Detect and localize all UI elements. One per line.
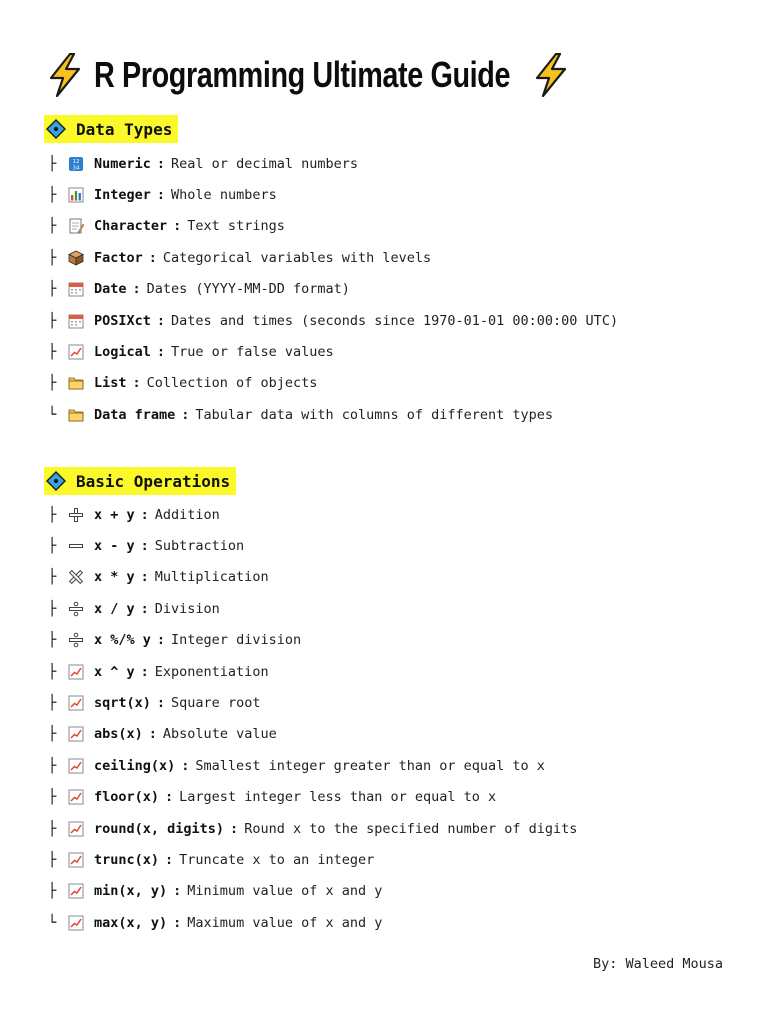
item-separator: :	[173, 218, 182, 235]
item-separator: :	[140, 569, 149, 586]
item-separator: :	[181, 757, 190, 774]
folder-icon	[68, 375, 84, 391]
tree-branch: └	[48, 406, 57, 423]
list-item	[48, 813, 577, 844]
list-item	[48, 242, 618, 273]
item-separator: :	[165, 789, 174, 806]
item-separator: :	[165, 851, 174, 868]
list-item	[48, 499, 577, 530]
svg-text:34: 34	[72, 165, 80, 172]
item-separator: :	[173, 883, 182, 900]
item-term: Character	[94, 218, 168, 235]
item-description: Tabular data with columns of different types	[195, 406, 554, 423]
tree-branch: ├	[48, 538, 57, 555]
author-byline: By: Waleed Mousa	[592, 956, 723, 972]
item-separator: :	[148, 249, 157, 266]
diamond-icon	[46, 119, 66, 139]
chart-increasing-icon	[68, 726, 84, 742]
chart-increasing-icon	[68, 915, 84, 931]
item-separator: :	[156, 695, 166, 712]
item-term: POSIXct	[94, 312, 151, 329]
item-term: x - y	[94, 538, 135, 555]
item-term: Factor	[94, 249, 143, 266]
item-separator: :	[140, 663, 149, 680]
item-description: Exponentiation	[154, 663, 269, 680]
item-term: Date	[94, 281, 127, 298]
tree-branch: ├	[48, 218, 57, 235]
list-item	[48, 593, 577, 624]
chart-increasing-icon	[68, 695, 84, 711]
list-item	[48, 782, 577, 813]
list-item	[48, 750, 577, 781]
section-title: Basic Operations	[76, 471, 231, 491]
tree-branch: ├	[48, 726, 57, 743]
memo-icon	[68, 218, 84, 234]
item-term: min(x, y)	[94, 883, 168, 900]
tree-branch: ├	[48, 155, 57, 172]
section-title: Data Types	[76, 119, 173, 139]
list-item	[48, 305, 618, 336]
item-description: Dates (YYYY-MM-DD format)	[146, 281, 350, 298]
item-description: Truncate x to an integer	[179, 851, 375, 868]
tree-branch: ├	[48, 663, 57, 680]
item-description: Multiplication	[154, 569, 269, 586]
list-item	[48, 148, 618, 179]
tree-branch: ├	[48, 883, 57, 900]
tree-branch: └	[48, 914, 57, 931]
tree-branch: ├	[48, 851, 57, 868]
tree-branch: ├	[48, 820, 57, 837]
list-item	[48, 907, 577, 938]
data-types-list	[48, 148, 618, 431]
section-heading-basic-operations	[44, 467, 236, 495]
chart-increasing-icon	[68, 758, 84, 774]
item-term: abs(x)	[94, 726, 143, 743]
item-description: Largest integer less than or equal to x	[179, 789, 497, 806]
chart-increasing-icon	[68, 821, 84, 837]
item-term: ceiling(x)	[94, 757, 176, 774]
item-term: trunc(x)	[94, 851, 160, 868]
item-separator: :	[173, 914, 182, 931]
list-item	[48, 656, 577, 687]
divide-icon	[68, 601, 84, 617]
item-description: Square root	[171, 695, 261, 712]
item-description: Dates and times (seconds since 1970-01-01 00:00:00 UTC)	[171, 312, 619, 329]
list-item	[48, 179, 618, 210]
chart-increasing-icon	[68, 664, 84, 680]
tree-branch: ├	[48, 695, 57, 712]
list-item	[48, 336, 618, 367]
item-description: True or false values	[171, 344, 334, 361]
item-separator: :	[156, 155, 166, 172]
bar-chart-icon	[68, 187, 84, 203]
item-separator: :	[140, 506, 149, 523]
numbers-icon	[68, 156, 84, 172]
item-separator: :	[140, 538, 149, 555]
section-heading-data-types	[44, 115, 178, 143]
item-term: floor(x)	[94, 789, 160, 806]
tree-branch: ├	[48, 344, 57, 361]
item-separator: :	[156, 632, 166, 649]
item-description: Minimum value of x and y	[187, 883, 383, 900]
list-item	[48, 368, 618, 399]
item-separator: :	[132, 281, 141, 298]
item-description: Absolute value	[162, 726, 277, 743]
divide-icon	[68, 632, 84, 648]
item-term: Data frame	[94, 406, 176, 423]
item-description: Addition	[154, 506, 220, 523]
tree-branch: ├	[48, 600, 57, 617]
item-term: Integer	[94, 187, 151, 204]
item-separator: :	[156, 312, 166, 329]
item-description: Collection of objects	[146, 375, 318, 392]
item-term: x ^ y	[94, 663, 135, 680]
list-item	[48, 844, 577, 875]
list-item	[48, 562, 577, 593]
item-term: sqrt(x)	[94, 695, 151, 712]
item-separator: :	[181, 406, 190, 423]
chart-increasing-icon	[68, 883, 84, 899]
item-separator: :	[156, 187, 166, 204]
item-term: Logical	[94, 344, 151, 361]
list-item	[48, 876, 577, 907]
svg-text:12: 12	[72, 158, 80, 165]
chart-increasing-icon	[68, 344, 84, 360]
item-description: Smallest integer greater than or equal to x	[195, 757, 545, 774]
minus-icon	[68, 538, 84, 554]
item-description: Subtraction	[154, 538, 245, 555]
tree-branch: ├	[48, 249, 57, 266]
item-separator: :	[230, 820, 239, 837]
item-term: x %/% y	[94, 632, 151, 649]
item-description: Whole numbers	[171, 187, 277, 204]
tree-branch: ├	[48, 506, 57, 523]
package-icon	[68, 250, 84, 266]
item-description: Round x to the specified number of digits	[244, 820, 578, 837]
list-item	[48, 530, 577, 561]
calendar-icon	[68, 313, 84, 329]
item-description: Maximum value of x and y	[187, 914, 383, 931]
list-item	[48, 274, 618, 305]
list-item	[48, 687, 577, 718]
chart-increasing-icon	[68, 789, 84, 805]
page-title	[46, 50, 570, 100]
list-item	[48, 719, 577, 750]
tree-branch: ├	[48, 757, 57, 774]
item-term: x / y	[94, 600, 135, 617]
item-description: Real or decimal numbers	[171, 155, 358, 172]
chart-increasing-icon	[68, 852, 84, 868]
item-description: Categorical variables with levels	[162, 249, 432, 266]
multiply-icon	[68, 569, 84, 585]
tree-branch: ├	[48, 569, 57, 586]
item-description: Text strings	[187, 218, 285, 235]
item-description: Integer division	[171, 632, 302, 649]
item-separator: :	[148, 726, 157, 743]
item-term: max(x, y)	[94, 914, 168, 931]
list-item	[48, 625, 577, 656]
item-description: Division	[154, 600, 220, 617]
tree-branch: ├	[48, 187, 57, 204]
item-term: List	[94, 375, 127, 392]
list-item	[48, 211, 618, 242]
diamond-icon	[46, 471, 66, 491]
item-separator: :	[132, 375, 141, 392]
title-text: R Programming Ultimate Guide	[94, 54, 511, 95]
basic-operations-list	[48, 499, 577, 938]
tree-branch: ├	[48, 281, 57, 298]
item-term: Numeric	[94, 155, 151, 172]
lightning-bolt-icon	[46, 53, 84, 97]
tree-branch: ├	[48, 312, 57, 329]
tree-branch: ├	[48, 632, 57, 649]
tree-branch: ├	[48, 789, 57, 806]
item-term: round(x, digits)	[94, 820, 225, 837]
lightning-bolt-icon	[532, 53, 570, 97]
list-item	[48, 399, 618, 430]
item-separator: :	[140, 600, 149, 617]
folder-icon	[68, 407, 84, 423]
calendar-icon	[68, 281, 84, 297]
item-separator: :	[156, 344, 166, 361]
item-term: x * y	[94, 569, 135, 586]
tree-branch: ├	[48, 375, 57, 392]
item-term: x + y	[94, 506, 135, 523]
plus-icon	[68, 507, 84, 523]
